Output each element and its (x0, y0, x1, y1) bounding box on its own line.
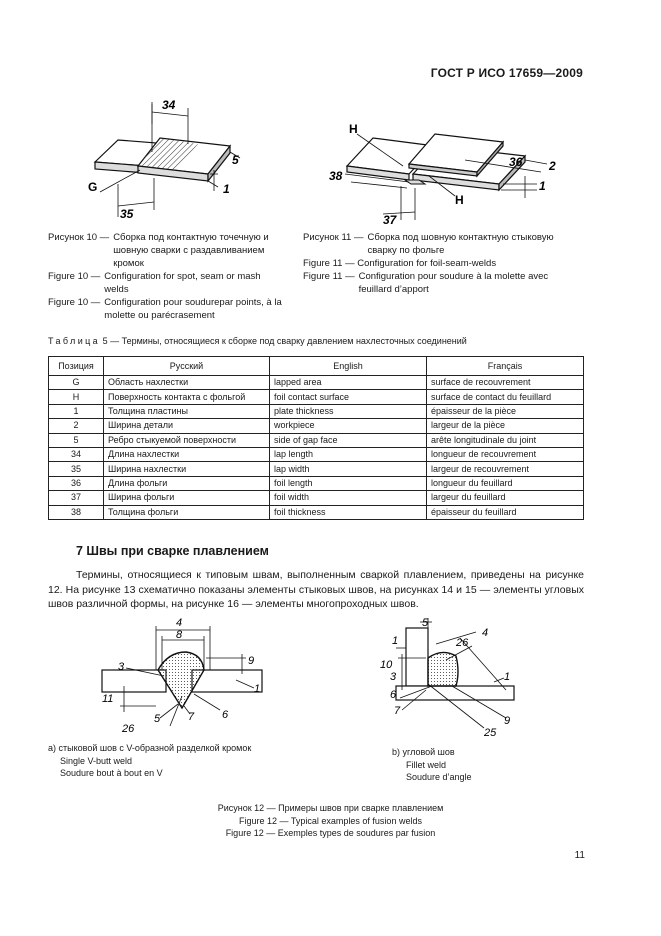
figure-10-caption (48, 231, 284, 322)
page-header: ГОСТ Р ИСО 17659—2009 (430, 66, 583, 80)
label-34: 34 (162, 98, 176, 112)
figure-12b-subcaption (392, 746, 582, 784)
subcaption-en: Single V-butt weld (60, 755, 133, 766)
table-cell: largeur du feuillard (427, 491, 584, 505)
label-1: 1 (539, 179, 546, 193)
label-7: 7 (394, 705, 401, 717)
figure-12a-subcaption (48, 742, 298, 780)
col-header: Русский (104, 357, 270, 376)
table-row (49, 433, 584, 447)
table-row (49, 390, 584, 404)
label-11: 11 (102, 693, 114, 705)
table-cell: 36 (49, 476, 104, 490)
label-7: 7 (188, 711, 195, 723)
table-cell: Толщина пластины (104, 404, 270, 418)
table-cell: surface de contact du feuillard (427, 390, 584, 404)
label-4: 4 (482, 627, 489, 639)
caption-ru: Рисунок 12 — Примеры швов при сварке плавлением (217, 803, 444, 813)
label-1: 1 (254, 683, 261, 695)
table-caption (48, 336, 467, 346)
subcaption-ru: а) стыковой шов с V-образной разделкой кромок (48, 743, 252, 753)
label-35: 35 (120, 207, 134, 221)
figure-12b-drawing (376, 614, 521, 742)
table-cell: 37 (49, 491, 104, 505)
label-G: G (88, 180, 98, 194)
table-cell: Ширина детали (104, 419, 270, 433)
table-cell: 1 (49, 404, 104, 418)
label-26: 26 (456, 637, 469, 649)
col-header: English (270, 357, 427, 376)
table-cell: side of gap face (270, 433, 427, 447)
table-cell: Ребро стыкуемой поверхности (104, 433, 270, 447)
label-2: 2 (549, 159, 556, 173)
table-row (49, 447, 584, 461)
table-cell: largeur de recouvrement (427, 462, 584, 476)
table-cell: 35 (49, 462, 104, 476)
table-caption-prefix: Таблица (48, 336, 101, 346)
label-H-top: H (349, 122, 358, 136)
table-cell: workpiece (270, 419, 427, 433)
label-36: 36 (509, 155, 523, 169)
table-cell: lap length (270, 447, 427, 461)
table-row (49, 462, 584, 476)
table-row (49, 505, 584, 519)
table-cell: longueur du feuillard (427, 476, 584, 490)
caption-lead: Рисунок 10 — (48, 232, 110, 243)
label-3: 3 (118, 661, 125, 673)
table-cell: Ширина нахлестки (104, 462, 270, 476)
figure-10-drawing (80, 92, 265, 224)
table-row (49, 404, 584, 418)
table-cell: épaisseur du feuillard (427, 505, 584, 519)
label-25: 25 (484, 727, 497, 739)
caption-text: Configuration pour soudurepar points, à la molette ou parécrasement (104, 297, 282, 321)
table-cell: Длина фольги (104, 476, 270, 490)
terms-table (48, 356, 584, 520)
fillet-weld (428, 652, 458, 686)
caption-text: Сборка под шовную контактную стыковую сварку по фольге (367, 232, 554, 256)
table-cell: foil thickness (270, 505, 427, 519)
caption-text: Configuration pour soudure à la molette avec feuillard d’apport (358, 271, 549, 295)
table-cell: G (49, 376, 104, 390)
table-cell: 2 (49, 419, 104, 433)
table-cell: foil contact surface (270, 390, 427, 404)
table-cell: H (49, 390, 104, 404)
caption-text: Figure 11 — Configuration for foil-seam-welds (303, 258, 497, 269)
subcaption-ru: b) угловой шов (392, 747, 455, 757)
caption-lead: Figure 10 — (48, 271, 101, 282)
figure-12a-drawing (96, 614, 266, 738)
label-5: 5 (232, 153, 239, 167)
label-38: 38 (329, 169, 343, 183)
figure-11-caption (303, 231, 584, 296)
caption-fr: Figure 12 — Exemples types de soudures par fusion (225, 828, 436, 838)
label-9: 9 (504, 715, 511, 727)
table-cell: Область нахлестки (104, 376, 270, 390)
vertical-plate (406, 628, 428, 686)
label-37: 37 (383, 213, 397, 227)
col-header: Позиция (49, 357, 104, 376)
table-cell: Длина нахлестки (104, 447, 270, 461)
table-cell: arête longitudinale du joint (427, 433, 584, 447)
figure-11-drawing (325, 116, 565, 228)
label-3: 3 (390, 671, 397, 683)
table-caption-text: 5 — Термины, относящиеся к сборке под сварку давлением нахлесточных соединений (100, 336, 467, 346)
label-H-bottom: H (455, 193, 464, 207)
table-cell: lap width (270, 462, 427, 476)
table-cell: plate thickness (270, 404, 427, 418)
table-header-row (49, 357, 584, 376)
weld-bead (158, 652, 204, 708)
table-cell: 5 (49, 433, 104, 447)
label-6: 6 (222, 709, 229, 721)
label-9: 9 (248, 655, 255, 667)
label-1: 1 (223, 182, 230, 196)
table-cell: largeur de la pièce (427, 419, 584, 433)
table-cell: surface de recouvrement (427, 376, 584, 390)
col-header: Français (427, 357, 584, 376)
table-row (49, 376, 584, 390)
table-row (49, 419, 584, 433)
caption-lead: Figure 10 — (48, 297, 101, 308)
label-10: 10 (380, 659, 393, 671)
table-row (49, 491, 584, 505)
label-5: 5 (422, 617, 429, 629)
label-5: 5 (154, 713, 161, 725)
label-26: 26 (122, 723, 135, 735)
label-4: 4 (176, 617, 183, 629)
subcaption-en: Fillet weld (406, 759, 447, 770)
table-cell: Поверхность контакта с фольгой (104, 390, 270, 404)
subcaption-fr: Soudure bout à bout en V (60, 768, 163, 778)
table-cell: Ширина фольги (104, 491, 270, 505)
label-1-right: 1 (504, 671, 511, 683)
left-plate (102, 670, 166, 692)
table-cell: Толщина фольги (104, 505, 270, 519)
table-cell: longueur de recouvrement (427, 447, 584, 461)
table-row (49, 476, 584, 490)
table-cell: foil width (270, 491, 427, 505)
figure-12-caption (0, 802, 661, 840)
caption-text: Сборка под контактную точечную и шовную сварки с раздавливанием кромок (113, 232, 269, 269)
section-heading: 7 Швы при сварке плавлением (76, 544, 269, 558)
label-6: 6 (390, 689, 397, 701)
table-cell: lapped area (270, 376, 427, 390)
page-number: 11 (574, 850, 585, 861)
label-1-top: 1 (392, 635, 399, 647)
table-cell: 38 (49, 505, 104, 519)
table-cell: épaisseur de la pièce (427, 404, 584, 418)
label-8: 8 (176, 629, 183, 641)
caption-en: Figure 12 — Typical examples of fusion welds (239, 815, 422, 826)
table-cell: 34 (49, 447, 104, 461)
caption-lead: Figure 11 — (303, 271, 355, 282)
caption-text: Configuration for spot, seam or mash welds (104, 271, 261, 295)
caption-lead: Рисунок 11 — (303, 232, 364, 243)
section-paragraph: Термины, относящиеся к типовым швам, выполненным сваркой плавлением, приведены на рисунке 12. На рисунке 13 схематично показаны элементы стыковых швов, на рисунках 14 и 15 — элементы угловых швов различной формы, на рисунке 16 — элементы многопроходных швов. (48, 569, 584, 610)
subcaption-fr: Soudure d’angle (406, 772, 472, 782)
table-cell: foil length (270, 476, 427, 490)
